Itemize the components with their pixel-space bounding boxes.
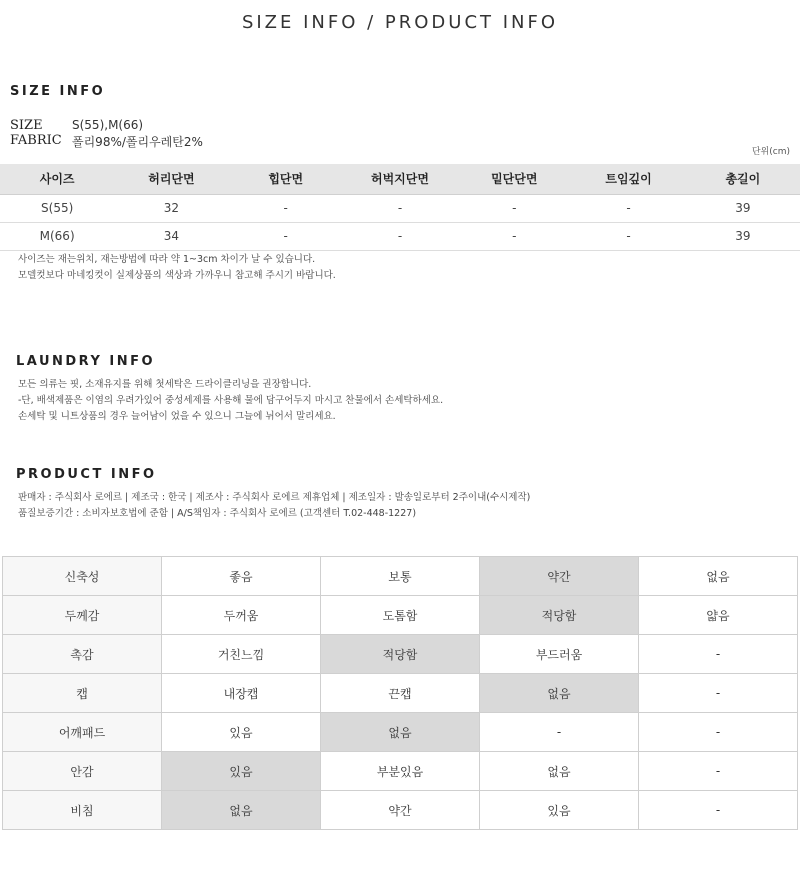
attribute-option-selected: 적당함 (480, 596, 639, 635)
attribute-row (3, 635, 798, 674)
unit-note: 단위(cm) (751, 147, 790, 157)
attribute-option: 있음 (162, 713, 321, 752)
attribute-option: 부드러움 (480, 635, 639, 674)
attribute-row (3, 557, 798, 596)
attribute-row (3, 596, 798, 635)
table-cell: - (571, 194, 685, 222)
size-notes (18, 252, 336, 284)
table-cell: - (229, 222, 343, 250)
table-cell: 32 (114, 194, 228, 222)
table-cell: - (229, 194, 343, 222)
attribute-label: 신축성 (3, 557, 162, 596)
laundry-line: -단, 배색제품은 이염의 우려가있어 중성세제를 사용해 물에 담구어두지 마시고 찬물에서 손세탁하세요. (18, 395, 444, 406)
laundry-info-heading: LAUNDRY INFO (16, 354, 156, 369)
attribute-label: 캡 (3, 674, 162, 713)
size-info-heading: SIZE INFO (10, 84, 106, 99)
table-cell: - (571, 222, 685, 250)
attribute-option-selected: 적당함 (321, 635, 480, 674)
attribute-option-selected: 없음 (480, 674, 639, 713)
attribute-row (3, 752, 798, 791)
note-line: 모델컷보다 마네킹컷이 실제상품의 색상과 가까우니 참고해 주시기 바랍니다. (18, 270, 336, 281)
attribute-option: 내장캡 (162, 674, 321, 713)
attribute-option: - (639, 791, 798, 830)
attribute-label: 촉감 (3, 635, 162, 674)
column-header: 총길이 (686, 164, 800, 194)
attribute-label: 두께감 (3, 596, 162, 635)
size-key: SIZE (10, 118, 43, 133)
attribute-option: 보통 (321, 557, 480, 596)
attribute-option: - (639, 674, 798, 713)
table-row (0, 194, 800, 222)
attribute-row (3, 791, 798, 830)
size-spec (10, 118, 143, 133)
attribute-option: 없음 (639, 557, 798, 596)
fabric-spec (10, 133, 203, 150)
product-line: 판매자 : 주식회사 로에르 | 제조국 : 한국 | 제조사 : 주식회사 로에르 제휴업체 | 제조일자 : 발송일로부터 2주이내(수시제작) (18, 492, 531, 503)
table-cell: 39 (686, 222, 800, 250)
attribute-option: - (639, 635, 798, 674)
attribute-option: 약간 (321, 791, 480, 830)
attribute-option: 있음 (480, 791, 639, 830)
column-header: 힙단면 (229, 164, 343, 194)
attribute-row (3, 674, 798, 713)
attribute-row (3, 713, 798, 752)
page-title: SIZE INFO / PRODUCT INFO (241, 12, 559, 33)
product-line: 품질보증기간 : 소비자보호법에 준함 | A/S책임자 : 주식회사 로에르 (고객센터 T.02-448-1227) (18, 508, 417, 519)
column-header: 사이즈 (0, 164, 114, 194)
table-cell: S(55) (0, 194, 114, 222)
column-header: 트임깊이 (571, 164, 685, 194)
table-cell: - (457, 222, 571, 250)
attribute-option: - (639, 713, 798, 752)
attribute-option: - (639, 752, 798, 791)
attribute-label: 어깨패드 (3, 713, 162, 752)
attribute-label: 안감 (3, 752, 162, 791)
product-notes (18, 490, 530, 522)
column-header: 허리단면 (114, 164, 228, 194)
attribute-option: 끈캡 (321, 674, 480, 713)
attribute-table (2, 556, 798, 830)
table-cell: M(66) (0, 222, 114, 250)
attribute-option: 거친느낌 (162, 635, 321, 674)
attribute-option: - (480, 713, 639, 752)
table-cell: 34 (114, 222, 228, 250)
attribute-option: 두꺼움 (162, 596, 321, 635)
laundry-line: 손세탁 및 니트상품의 경우 늘어남이 었을 수 있으니 그늘에 뉘어서 말리세요. (18, 411, 336, 422)
table-row (0, 222, 800, 250)
attribute-option-selected: 있음 (162, 752, 321, 791)
fabric-key: FABRIC (10, 133, 62, 148)
fabric-value: 폴리98%/폴리우레탄2% (72, 135, 203, 149)
attribute-option: 부분있음 (321, 752, 480, 791)
laundry-notes (18, 377, 443, 425)
note-line: 사이즈는 재는위치, 재는방법에 따라 약 1~3cm 차이가 날 수 있습니다. (18, 254, 316, 265)
attribute-option: 도톰함 (321, 596, 480, 635)
table-cell: - (457, 194, 571, 222)
laundry-line: 모든 의류는 핏, 소재유지를 위해 첫세탁은 드라이클리닝을 권장합니다. (18, 379, 312, 390)
attribute-option-selected: 없음 (162, 791, 321, 830)
product-info-heading: PRODUCT INFO (16, 467, 157, 482)
table-cell: 39 (686, 194, 800, 222)
size-table (0, 164, 800, 251)
attribute-option-selected: 약간 (480, 557, 639, 596)
attribute-option: 없음 (480, 752, 639, 791)
table-cell: - (343, 194, 457, 222)
attribute-label: 비침 (3, 791, 162, 830)
attribute-option-selected: 없음 (321, 713, 480, 752)
size-table-header (0, 164, 800, 194)
attribute-option: 얇음 (639, 596, 798, 635)
size-value: S(55),M(66) (72, 118, 144, 132)
table-cell: - (343, 222, 457, 250)
column-header: 허벅지단면 (343, 164, 457, 194)
column-header: 밑단단면 (457, 164, 571, 194)
attribute-option: 좋음 (162, 557, 321, 596)
